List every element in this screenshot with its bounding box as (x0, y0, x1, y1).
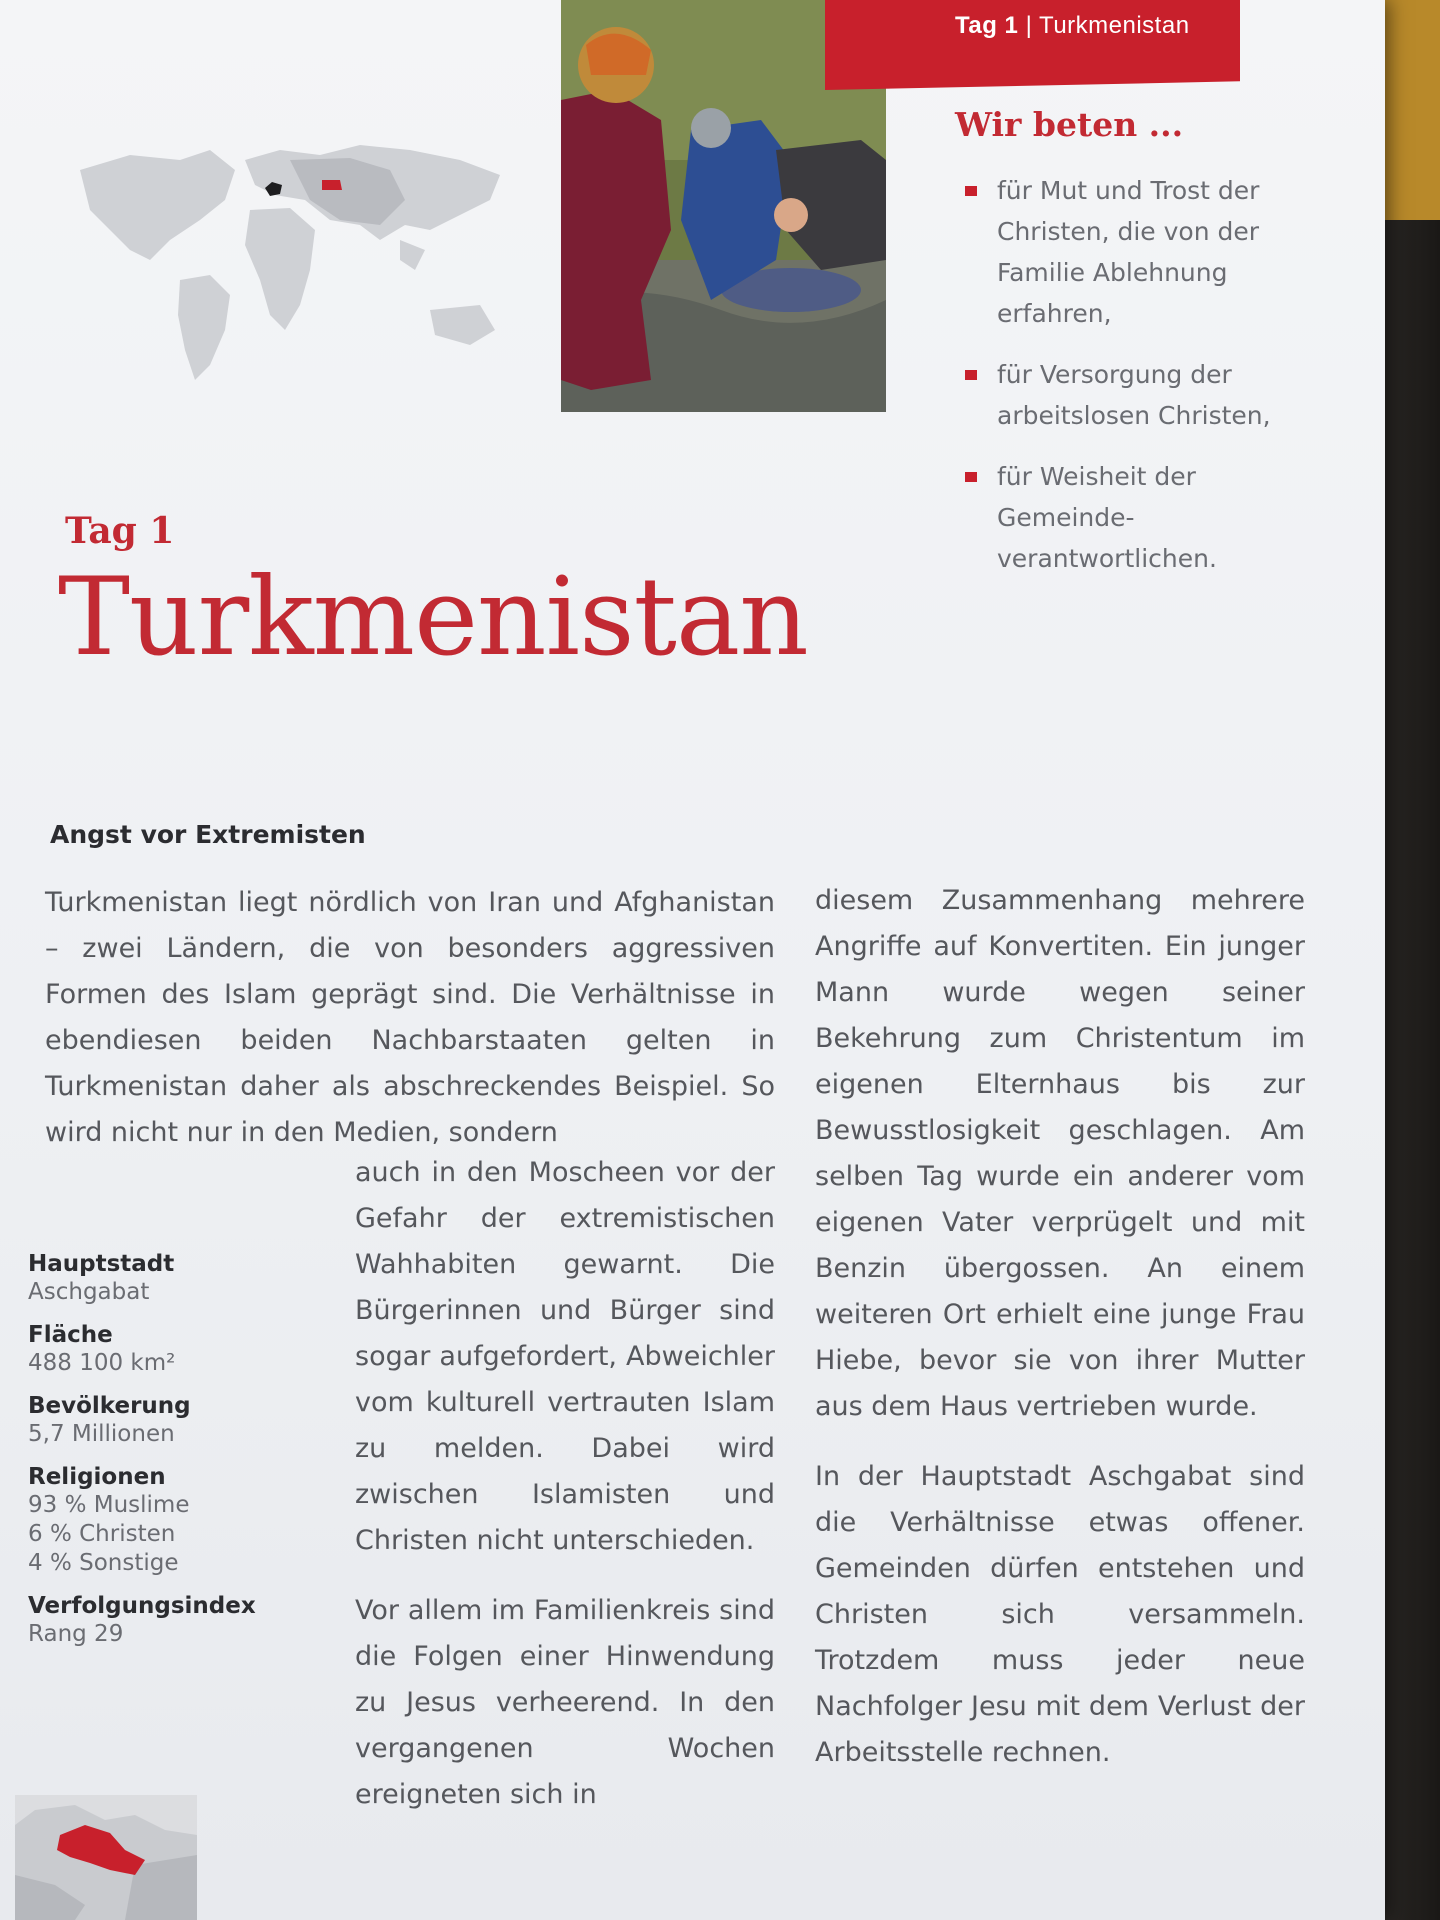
prayer-item (965, 170, 1305, 334)
fact-value: 93 % Muslime (28, 1492, 190, 1518)
header-tag-day: Tag 1 (955, 12, 1019, 39)
bullet-icon (965, 186, 977, 196)
prayer-item-text: für Versorgung der arbeitslosen Christen, (997, 360, 1271, 430)
fact-label: Fläche (28, 1322, 113, 1348)
prayer-title: Wir beten ... (955, 105, 1184, 144)
country-facts (28, 1250, 308, 1663)
header-tag (955, 12, 1190, 40)
article-paragraph: auch in den Moscheen vor der Gefahr der extremistischen Wahhabiten gewarnt. Die Bürgerinnen und Bürger sind sogar aufgefordert, Abweichler vom kulturell vertrauten Islam zu melden. Dabei wird zwischen Islamisten und Christen nicht unterschieden. (355, 1157, 775, 1556)
prayer-list (965, 170, 1305, 599)
fact-label: Verfolgungsindex (28, 1593, 256, 1619)
world-map-icon (60, 130, 520, 390)
bullet-icon (965, 472, 977, 482)
page-title: Turkmenistan (58, 555, 808, 680)
fact-persecution-index (28, 1592, 308, 1649)
fact-value: Rang 29 (28, 1621, 124, 1647)
header-tag-separator: | (1018, 12, 1040, 39)
fact-value: 5,7 Millionen (28, 1421, 175, 1447)
fact-label: Bevölkerung (28, 1393, 191, 1419)
article-paragraph: In der Hauptstadt Aschgabat sind die Verhältnisse etwas offener. Gemeinden dürfen entstehen und Christen sich versammeln. Trotzdem muss jeder neue Nachfolger Jesu mit dem Verlust der Arbeitsstelle rechnen. (815, 1461, 1305, 1768)
article-paragraph: diesem Zusammenhang mehrere Angriffe auf Konvertiten. Ein junger Mann wurde wegen seiner Bekehrung zum Christentum im eigenen Elternhaus bis zur Bewusstlosigkeit geschlagen. Am selben Tag wurde ein anderer vom eigenen Vater verprügelt und mit Benzin übergossen. An einem weiteren Ort erhielt eine junge Frau Hiebe, bevor sie von ihrer Mutter aus dem Haus vertrieben wurde. (815, 885, 1305, 1422)
fact-value: Aschgabat (28, 1279, 150, 1305)
fact-label: Religionen (28, 1464, 166, 1490)
country-map-icon (15, 1795, 197, 1920)
prayer-item-text: für Mut und Trost der Christen, die von der Familie Ablehnung erfahren, (997, 176, 1260, 328)
fact-area (28, 1321, 308, 1378)
article-paragraph: Vor allem im Familienkreis sind die Folgen einer Hinwendung zu Jesus verheerend. In den vergangenen Wochen ereigneten sich in (355, 1595, 775, 1810)
article-column-middle (355, 1150, 775, 1818)
prayer-item (965, 456, 1305, 579)
prayer-item-text: für Weisheit der Gemeinde-verantwortlichen. (997, 462, 1217, 573)
fact-value: 4 % Sonstige (28, 1550, 179, 1576)
fact-label: Hauptstadt (28, 1251, 175, 1277)
prayer-item (965, 354, 1305, 436)
section-heading: Angst vor Extremisten (50, 820, 366, 849)
fact-religions (28, 1463, 308, 1578)
header-tag-country: Turkmenistan (1039, 12, 1190, 39)
article-column-intro (45, 880, 775, 1156)
fact-capital (28, 1250, 308, 1307)
article-column-right (815, 878, 1305, 1776)
fact-value: 6 % Christen (28, 1521, 176, 1547)
fact-population (28, 1392, 308, 1449)
fact-value: 488 100 km² (28, 1350, 176, 1376)
article-paragraph: Turkmenistan liegt nördlich von Iran und Afghanistan – zwei Ländern, die von besonders aggressiven Formen des Islam geprägt sind. Die Verhältnisse in ebendiesen beiden Nachbarstaaten gelten in Turkmenistan daher als abschreckendes Beispiel. So wird nicht nur in den Medien, sondern (45, 887, 775, 1148)
bullet-icon (965, 370, 977, 380)
day-label: Tag 1 (65, 510, 175, 552)
